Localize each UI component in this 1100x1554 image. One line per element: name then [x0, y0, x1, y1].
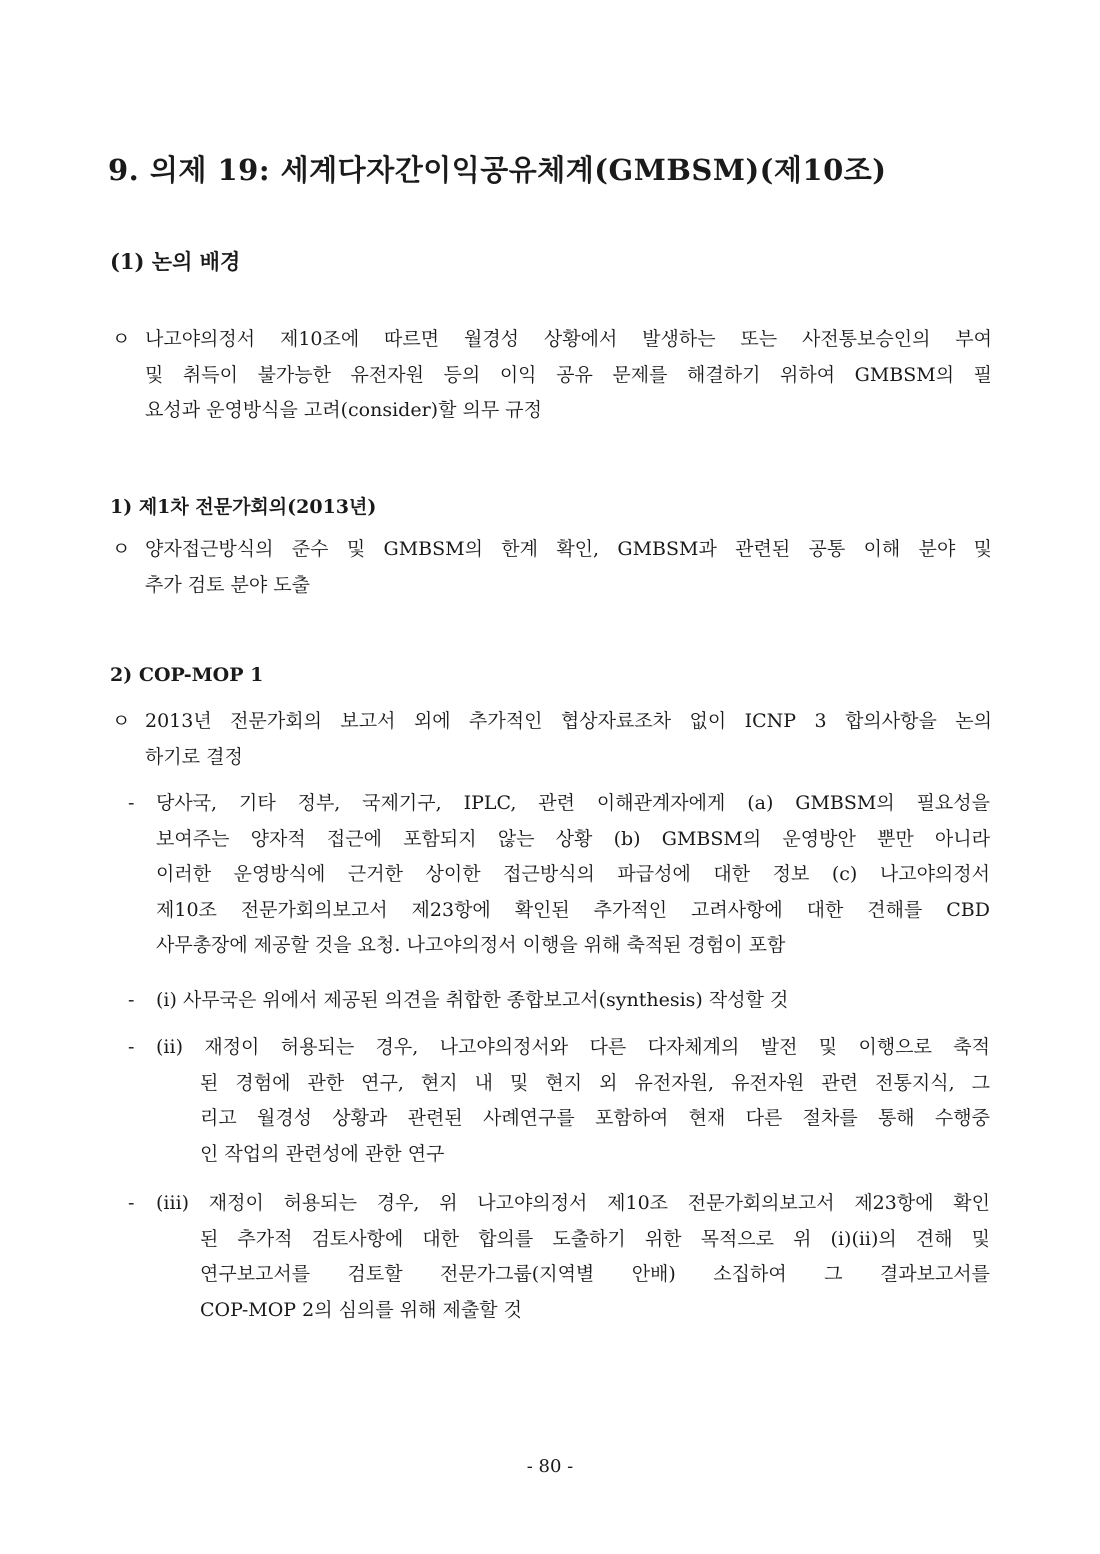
sub-line: 이러한 운영방식에 근거한 상이한 접근방식의 파급성에 대한 정보 (c) 나고야의정서 [156, 863, 990, 885]
paragraph-line: 요성과 운영방식을 고려(consider)할 의무 규정 [145, 399, 542, 421]
bullet-marker: ㅇ [112, 710, 131, 732]
page-number: - 80 - [526, 1456, 574, 1477]
expert-meeting-paragraph [112, 532, 992, 603]
sub-line: 된 추가적 검토사항에 대한 합의를 도출하기 위한 목적으로 위 (i)(ii)의 견해 및 [200, 1227, 990, 1250]
cop-mop-paragraph [112, 704, 992, 775]
sub-item-synthesis [128, 983, 990, 1019]
sub-line: 제10조 전문가회의보고서 제23항에 확인된 추가적인 고려사항에 대한 견해를 CBD [156, 898, 990, 921]
section-heading-background: (1) 논의 배경 [110, 249, 241, 274]
sub-line: 연구보고서를 검토할 전문가그룹(지역별 안배) 소집하여 그 결과보고서를 [200, 1263, 990, 1285]
paragraph-line: 2013년 전문가회의 보고서 외에 추가적인 협상자료조차 없이 ICNP 3 합의사항을 논의 [145, 710, 992, 732]
paragraph-line: 하기로 결정 [145, 745, 243, 768]
agenda-title: 9. 의제 19: 세계다자간이익공유체계(GMBSM)(제10조) [108, 153, 887, 187]
bullet-marker: ㅇ [112, 328, 131, 350]
sub-item-request [128, 786, 990, 964]
paragraph-line: 양자접근방식의 준수 및 GMBSM의 한계 확인, GMBSM과 관련된 공통 이해 분야 및 [145, 538, 992, 560]
background-paragraph [112, 322, 992, 429]
section-heading-cop-mop: 2) COP-MOP 1 [110, 664, 264, 686]
sub-line: 된 경험에 관한 연구, 현지 내 및 현지 외 유전자원, 유전자원 관련 전통지식, 그 [200, 1071, 990, 1094]
paragraph-line: 추가 검토 분야 도출 [145, 573, 310, 596]
sub-line: (ii) 재정이 허용되는 경우, 나고야의정서와 다른 다자체계의 발전 및 이행으로 축적 [156, 1036, 990, 1058]
section-heading-expert-meeting: 1) 제1차 전문가회의(2013년) [110, 496, 377, 518]
sub-line: 보여주는 양자적 접근에 포함되지 않는 상황 (b) GMBSM의 운영방안 뿐만 아니라 [156, 827, 990, 850]
dash-marker: - [128, 1192, 135, 1214]
sub-line: 인 작업의 관련성에 관한 연구 [200, 1142, 445, 1165]
sub-line: 사무총장에 제공할 것을 요청. 나고야의정서 이행을 위해 축적된 경험이 포함 [156, 934, 786, 956]
sub-line: 리고 월경성 상황과 관련된 사례연구를 포함하여 현재 다른 절차를 통해 수행중 [200, 1107, 990, 1129]
bullet-marker: ㅇ [112, 538, 131, 560]
dash-marker: - [128, 989, 135, 1011]
sub-line: 당사국, 기타 정부, 국제기구, IPLC, 관련 이해관계자에게 (a) GMBSM의 필요성을 [156, 792, 990, 814]
sub-line: (i) 사무국은 위에서 제공된 의견을 취합한 종합보고서(synthesis) 작성할 것 [156, 989, 789, 1011]
sub-item-study [128, 1030, 990, 1172]
dash-marker: - [128, 1036, 135, 1058]
sub-item-expert-group [128, 1186, 990, 1328]
paragraph-line: 나고야의정서 제10조에 따르면 월경성 상황에서 발생하는 또는 사전통보승인의 부여 [145, 328, 992, 350]
sub-line: COP-MOP 2의 심의를 위해 제출할 것 [200, 1298, 522, 1321]
paragraph-line: 및 취득이 불가능한 유전자원 등의 이익 공유 문제를 해결하기 위하여 GMBSM의 필 [145, 363, 992, 386]
dash-marker: - [128, 792, 135, 814]
sub-line: (iii) 재정이 허용되는 경우, 위 나고야의정서 제10조 전문가회의보고서 제23항에 확인 [156, 1192, 990, 1214]
